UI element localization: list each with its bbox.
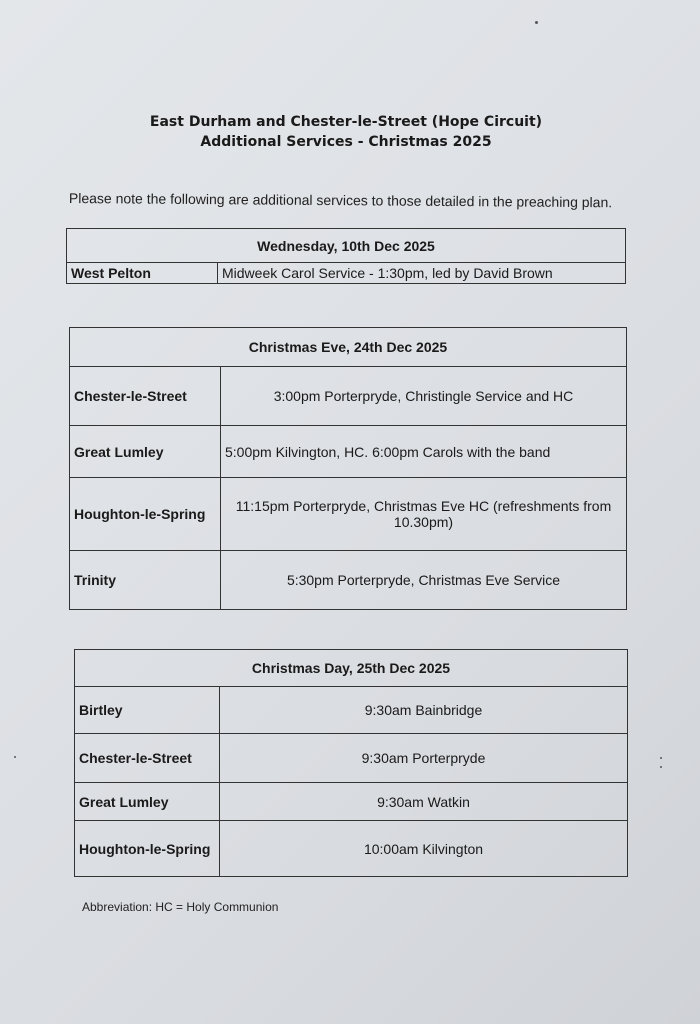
service-cell: 9:30am Bainbridge <box>220 687 628 734</box>
place-cell: Trinity <box>70 551 221 610</box>
place-cell: Great Lumley <box>75 783 220 821</box>
paper-speck <box>14 756 16 758</box>
place-cell: Birtley <box>75 687 220 734</box>
table-row <box>75 821 628 877</box>
service-cell: 9:30am Watkin <box>220 783 628 821</box>
place-cell: Houghton-le-Spring <box>75 821 220 877</box>
service-cell: 9:30am Porterpryde <box>220 734 628 783</box>
place-cell: West Pelton <box>67 263 218 284</box>
place-cell: Chester-le-Street <box>75 734 220 783</box>
place-cell: Chester-le-Street <box>70 367 221 426</box>
paper-speck <box>535 21 538 24</box>
paper-speck <box>660 757 662 759</box>
table-heading: Christmas Day, 25th Dec 2025 <box>75 650 628 687</box>
christmas-day-services-table <box>74 649 628 877</box>
table-row <box>70 367 627 426</box>
abbreviation-footnote: Abbreviation: HC = Holy Communion <box>82 900 279 914</box>
intro-note: Please note the following are additional services to those detailed in the preaching plan. <box>68 190 613 211</box>
wednesday-services-table <box>66 228 626 284</box>
service-cell: 3:00pm Porterpryde, Christingle Service and HC <box>221 367 627 426</box>
service-cell: 11:15pm Porterpryde, Christmas Eve HC (refreshments from 10.30pm) <box>221 478 627 551</box>
table-row <box>70 426 627 478</box>
table-row <box>70 551 627 610</box>
service-cell: Midweek Carol Service - 1:30pm, led by David Brown <box>218 263 626 284</box>
table-row <box>75 783 628 821</box>
document-subtitle: Additional Services - Christmas 2025 <box>200 134 492 150</box>
service-cell: 10:00am Kilvington <box>220 821 628 877</box>
christmas-eve-services-table <box>69 327 627 610</box>
place-cell: Houghton-le-Spring <box>70 478 221 551</box>
table-row <box>70 478 627 551</box>
paper-speck <box>660 766 662 768</box>
table-heading: Wednesday, 10th Dec 2025 <box>67 229 626 263</box>
service-cell: 5:00pm Kilvington, HC. 6:00pm Carols with the band <box>221 426 627 478</box>
table-row <box>75 734 628 783</box>
table-row <box>75 687 628 734</box>
place-cell: Great Lumley <box>70 426 221 478</box>
service-cell: 5:30pm Porterpryde, Christmas Eve Service <box>221 551 627 610</box>
document-title: East Durham and Chester-le-Street (Hope Circuit) <box>149 114 543 130</box>
table-heading: Christmas Eve, 24th Dec 2025 <box>70 328 627 367</box>
table-row <box>67 263 626 284</box>
